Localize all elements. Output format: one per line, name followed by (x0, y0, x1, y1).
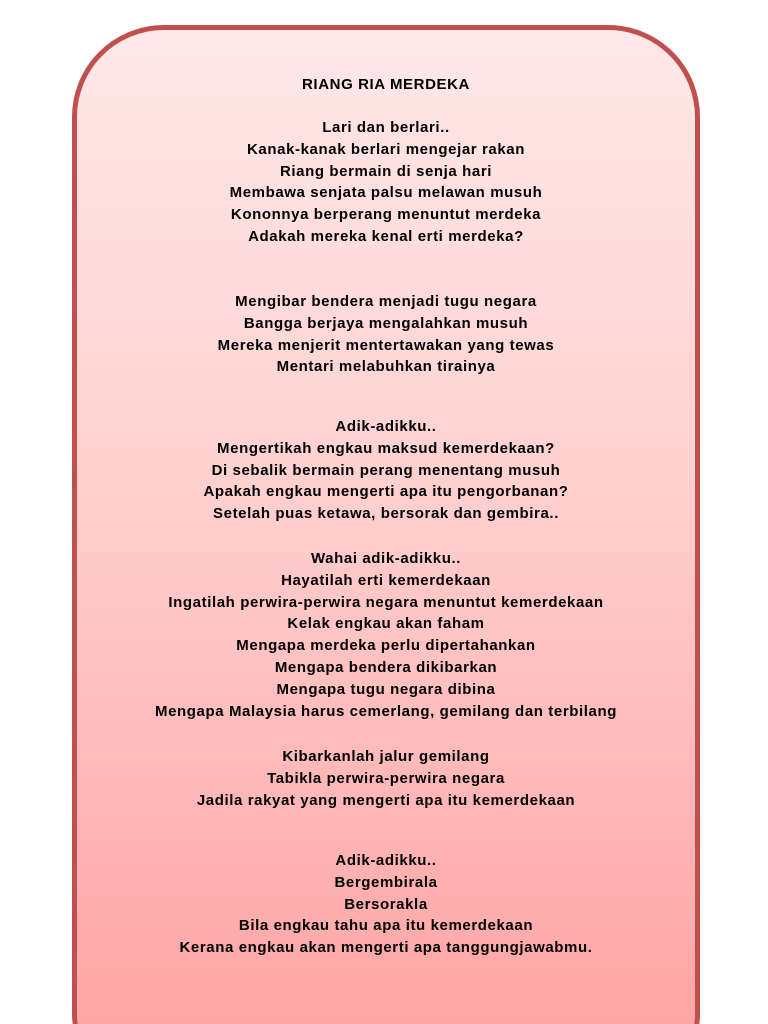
poem-line: Adik-adikku.. (335, 418, 437, 435)
poem-line: Mentari melabuhkan tirainya (276, 358, 496, 376)
poem-line: Mengibar bendera menjadi tugu negara (235, 293, 537, 310)
poem-line: Setelah puas ketawa, bersorak dan gembira.. (213, 505, 559, 523)
poem-line: Mengapa merdeka perlu dipertahankan (236, 637, 536, 655)
poem-line: Bangga berjaya mengalahkan musuh (243, 314, 529, 332)
poem-line: Mengapa tugu negara dibina (276, 680, 496, 698)
poem-line: Kibarkanlah jalur gemilang (282, 748, 490, 765)
poem-line: Kerana engkau akan mengerti apa tanggungjawabmu. (179, 939, 593, 957)
poem-line: Hayatilah erti kemerdekaan (281, 571, 491, 589)
poem-line: Adakah mereka kenal erti merdeka? (248, 227, 524, 245)
poem-line: Apakah engkau mengerti apa itu pengorbanan? (203, 483, 569, 501)
poem-line: Wahai adik-adikku.. (310, 550, 462, 567)
poem-line: Mereka menjerit mentertawakan yang tewas (217, 336, 555, 354)
poem-line: Mengertikah engkau maksud kemerdekaan? (217, 439, 555, 457)
stanza-1 (72, 117, 700, 248)
stanza-4 (72, 548, 700, 722)
poem-title: RIANG RIA MERDEKA (302, 76, 470, 93)
poem-line: Lari dan berlari.. (322, 119, 450, 136)
poem-line: Ingatilah perwira-perwira negara menuntut kemerdekaan (168, 593, 604, 611)
poem-line: Adik-adikku.. (335, 852, 437, 869)
poem-line: Kononnya berperang menuntut merdeka (230, 206, 542, 224)
poem-line: Kanak-kanak berlari mengejar rakan (246, 140, 526, 158)
poem-line: Membawa senjata palsu melawan musuh (229, 184, 543, 202)
stanza-2 (72, 291, 700, 378)
poem-line: Tabikla perwira-perwira negara (267, 769, 505, 787)
poem-line: Bergembirala (334, 873, 438, 891)
poem-line: Bila engkau tahu apa itu kemerdekaan (238, 917, 534, 935)
stanza-3 (72, 416, 700, 525)
poem-line: Di sebalik bermain perang menentang musuh (211, 461, 561, 479)
poem-line: Mengapa bendera dikibarkan (274, 658, 498, 676)
poem-line: Kelak engkau akan faham (287, 615, 485, 633)
stanza-5 (72, 746, 700, 811)
poem-line: Mengapa Malaysia harus cemerlang, gemilang dan terbilang (154, 702, 618, 720)
poem-line: Bersorakla (344, 895, 428, 913)
poem-line: Jadila rakyat yang mengerti apa itu kemerdekaan (196, 791, 576, 809)
poem-line: Riang bermain di senja hari (279, 162, 493, 180)
stanza-6 (72, 850, 700, 959)
